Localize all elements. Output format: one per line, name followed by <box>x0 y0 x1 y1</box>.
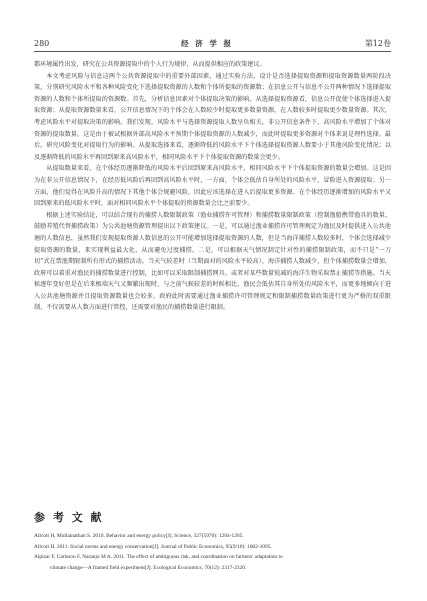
reference-text: Allcott H. 2011. Social norms and energy conservation[J]. Journal of Public Economics, 95(9/10): 1082-1095. <box>34 543 272 550</box>
issue-label: 第12卷 <box>364 38 391 48</box>
references-heading: 参 考 文 献 <box>34 511 104 524</box>
paragraph-quantity: 从提取数量来看，在个体经历逐渐降低的风险水平后回到原来高风险水平，相同风险水平下个体提取资源的数量会增加。这是因为在非公开信息情况下，在经历低风险后再回到高风险水平时，一方面，个体会低估自身所处的风险水平，冒险进入资源提取；另一方面，他们觉得在风险升高的情况下其他个体会规避风险，因此应该选择在进入后提取更多资源。在个体经历逐渐增加的风险水平又回到原来的低风险水平时，面对相同风险水平个体提取的资源数量会比之前要少。 <box>34 165 391 208</box>
references-list <box>34 531 391 573</box>
header-rule <box>34 51 391 52</box>
reference-text: Allcott H, Mullainathan S. 2010. Behavior and energy policy[J]. Science, 327(5970): 1204-1205. <box>34 533 244 539</box>
reference-item <box>34 542 391 553</box>
paragraph-policy: 根据上述实验结论，可以结合现有的捕捞人数限制政策（渔业捕捞许可管理）和捕捞数量限制政策（控制渔船携带渔具的数量、鼓励养殖代替捕捞政策）为公共池塘资源管理提出以下政策建议。一是，可以通过渔业捕捞许可管理规定为渔民及时提供进入公共池塘的人数信息，虽然我们发现提取资源人数信息的公开可能增加选择提取资源的人数，但是当海洋捕捞人数较多时，个体会选择减少提取资源的数量，来实现利益最大化，从而避免过度捕捞。二是，可以根据天气情况制定针对性的捕捞限制政策，而不只是“一刀切”式在禁渔期限制所有形式的捕捞活动。当天气较差时（当期面对的风险水平较高），海洋捕捞人数减少，但个体捕捞数量会增加，政府可以着重对渔民的捕捞数量进行控制，比如可以采取限制捕捞网具、或者对某些数量锐减的海洋生物采取禁止捕捞等措施。当天候逐年变好但是在后来极端天气又频繁出现时，与之前气候较差的时候相比，渔民会低估其自身所处的风险水平，而更多地倾向于进入公共池塘资源并且提取资源数量也会较多，政府此时需要通过渔业捕捞许可管理规定和限制捕捞数量政策进行更为严格的双重限制，不仅需要从人数方面进行管控，还需要对渔民的捕捞数量进行限制。 <box>34 211 391 312</box>
article-body <box>34 59 391 314</box>
reference-text-continued: climate change—A framed field experiment[J]. Ecological Economics, 70(12): 2317-2326. <box>50 564 247 571</box>
journal-title: 经 济 学 报 <box>181 38 233 48</box>
paragraph-continuation: 都环境属性出发，研究在公共资源提取中的个人行为规律，从而提供相应的政策建议。 <box>34 61 266 68</box>
reference-text: Alpizar F, Carlsson F, Naranjo M A. 2011. The effect of ambiguous risk, and coordination on farmers' adaptation to <box>34 554 283 561</box>
paragraph-findings: 本文考虑风险与信息这两个公共资源提取中的重要外部因素，通过实验方法，设计是否选择提取资源和提取资源数量两阶段决策，分别研究风险水平和各种风险变化下选择提取资源的人数和个体所提取的资源数；在信息公开与信息不公开两种情况下选择提取资源的人数和个体所提取的资源数。首先，分析信息因素对个体提取决策的影响。从选择提取资源看，信息公开促使个体选择进入提取资源；从提取资源数量来看，公开信息情况下的个体会在人数较少时提取更多数量资源，在人数较多时提取更少数量资源。其次，考虑风险水平对提取决策的影响。我们发现，风险水平与选择资源提取人数呈负相关。非公开信息条件下，高风险水平增加了个体对资源的提取数量。这是由于被试根据外部高风险水平预期个体提取资源的人数减少，而此时提取更多资源对个体来说是理性选择。最后，研究风险变化对提取行为的影响。从提取选择来看，逐渐降低的风险水平下个体选择提取资源人数要小于其他风险变化情况；以及逐渐降低的风险水平再回到原来高风险水平，相同风险水平下个体提取资源的数量会更少。 <box>34 72 391 161</box>
reference-item <box>34 552 391 573</box>
reference-item <box>34 531 391 542</box>
running-header <box>34 37 391 49</box>
page-number: 280 <box>34 38 50 48</box>
